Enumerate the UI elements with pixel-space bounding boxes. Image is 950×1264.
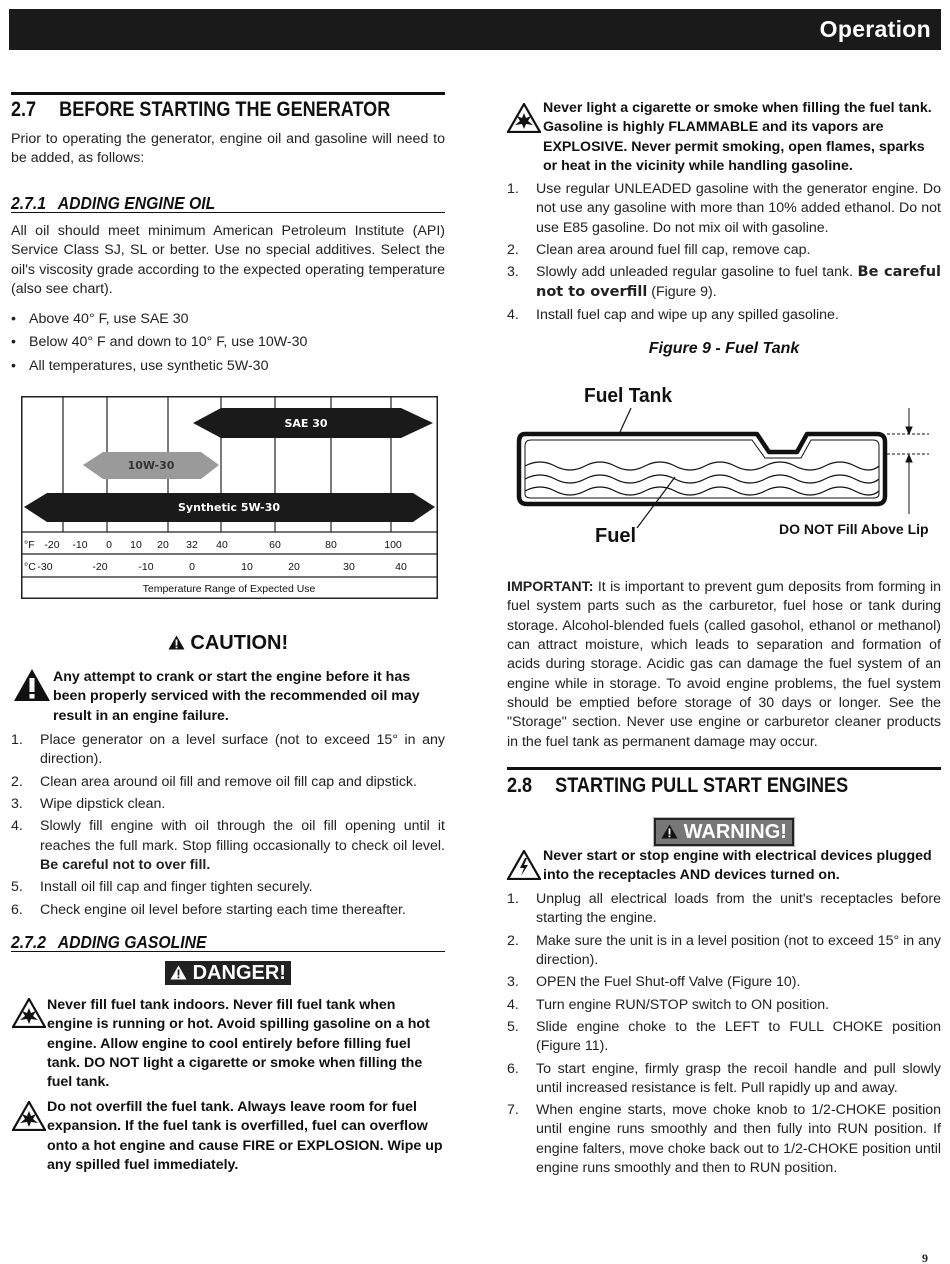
oil-viscosity-chart [21,396,438,599]
chart-f-tick: 0 [106,539,112,551]
tank-outline [519,434,885,504]
list-item: 1. Use regular UNLEADED gasoline with the generator engine. Do not use any gasoline with more than 10% added ethanol. Do not use E85 gasoline. Do not mix oil with gasoline. [507,181,941,236]
oil-steps-list [11,731,445,923]
chart-f-tick: 32 [186,539,198,551]
chart-caption: Temperature Range of Expected Use [142,583,316,595]
fuel-steps-list [507,180,941,328]
chart-c-tick: 0 [189,561,195,573]
chart-bar-label-sae30: SAE 30 [284,417,328,430]
chart-bar-label-10w30: 10W-30 [127,459,175,472]
figure-9-caption: Figure 9 - Fuel Tank [648,340,800,357]
chart-c-tick: 20 [288,561,300,573]
list-item: 3. OPEN the Fuel Shut-off Valve (Figure 10). [507,974,801,991]
section-28-heading: 2.8 STARTING PULL START ENGINES [507,774,849,797]
section-27-heading: 2.7 BEFORE STARTING THE GENERATOR [11,98,391,121]
explosion-hazard-icon [12,998,46,1028]
chart-f-tick: 60 [269,539,281,551]
section-rule [507,767,941,770]
list-item: 5. Install oil fill cap and finger tighten securely. [11,879,313,896]
chart-f-tick: 80 [325,539,337,551]
chart-c-tick: 40 [395,561,407,573]
header-title: Operation [819,16,931,42]
page-number: 9 [922,1251,928,1264]
list-item: • Below 40° F and down to 10° F, use 10W-30 [11,333,445,352]
list-item: 3. Wipe dipstick clean. [11,795,166,812]
chart-f-tick: -10 [72,539,88,551]
chart-f-tick: 100 [384,539,402,551]
label-do-not-fill: DO NOT Fill Above Lip [779,521,929,537]
chart-f-tick: -20 [44,539,60,551]
chart-f-tick: 20 [157,539,169,551]
important-paragraph: IMPORTANT: It is important to prevent gum deposits from forming in fuel system parts such as the carburetor, fuel hose or tank during storage. Alcohol-blended fuels (called gasohol, ethanol or methanol) can attract moisture, which leads to separation and formation of acids during storage. Acidic gas can damage the fuel system of an engine while in storage. To avoid engine problems, the fuel system should be emptied before storage of 30 days or longer. See the "Storage" section. Never use engine or carburetor cleaner products in the fuel tank as permanent damage may occur. [507,579,941,750]
chart-bar-label-synthetic: Synthetic 5W-30 [177,501,281,514]
section-271-heading: 2.7.1 ADDING ENGINE OIL [11,193,216,213]
list-item: 2. Clean area around fuel fill cap, remove cap. [507,241,811,258]
chart-c-tick: -30 [37,561,53,573]
danger-signal: DANGER! [165,961,291,985]
chart-c-tick: -10 [138,561,154,573]
list-item: 4. Slowly fill engine with oil through the oil fill opening until it reaches the full mark. Stop filling occasionally to check oil level. Be careful not to over fill. [11,818,445,873]
oil-bullets [11,310,445,380]
electric-shock-icon [507,850,541,880]
list-item: 4. Install fuel cap and wipe up any spilled gasoline. [507,306,839,323]
warning-triangle-icon [168,635,185,650]
subsection-rule [11,951,445,952]
chart-f-unit: °F [24,539,35,551]
subsection-rule [11,212,445,213]
label-fuel-tank: Fuel Tank [584,385,673,407]
label-fuel: Fuel [595,525,637,547]
pull-start-warning-text: Never start or stop engine with electrical devices plugged into the receptacles AND devices turned on. [543,848,932,884]
section-27-intro: Prior to operating the generator, engine oil and gasoline will need to be added, as follows: [11,131,445,167]
danger-warning-text-1: Never fill fuel tank indoors. Never fill fuel tank when engine is running or hot. Avoid spilling gasoline on a hot engine. Allow engine to cool entirely before filling fuel tank. DO NOT light a cigarette or smoke when filling the fuel tank. [47,997,430,1091]
list-item: 7. When engine starts, move choke knob to 1/2-CHOKE position until engine runs smoothly and then fully into RUN position. If engine falters, move choke back out to 1/2-CHOKE position until engine runs smoothly and then to RUN position. [507,1102,941,1177]
list-item: 6. To start engine, firmly grasp the recoil handle and pull slowly until increased resistance is felt. Pull rapidly up and away. [507,1060,941,1096]
list-item: • Above 40° F, use SAE 30 [11,310,445,329]
chart-f-tick: 10 [130,539,142,551]
fuel-tank-figure [507,378,941,550]
caution-warning-text: Any attempt to crank or start the engine before it has been properly serviced with the recommended oil may result in an engine failure. [53,669,420,724]
exclamation-triangle-icon [13,668,51,702]
list-item: 2. Make sure the unit is in a level position (not to exceed 15° in any direction). [507,932,941,968]
list-item: 3. Slowly add unleaded regular gasoline to fuel tank. Be careful not to overfill (Figure 9). [507,264,941,300]
danger-warning-text-2: Do not overfill the fuel tank. Always leave room for fuel expansion. If the fuel tank is overfilled, fuel can overflow onto a hot engine and cause FIRE or EXPLOSION. Wipe up any spilled fuel immediately. [47,1099,443,1173]
tank-leader-line [620,408,631,432]
chart-f-tick: 40 [216,539,228,551]
list-item: 1. Unplug all electrical loads from the unit's receptacles before starting the engine. [507,891,941,927]
list-item: 1. Place generator on a level surface (not to exceed 15° in any direction). [11,732,445,768]
warning-triangle-icon [661,824,678,839]
header-bar [9,9,941,50]
pull-start-steps-list [507,890,941,1181]
list-item: 4. Turn engine RUN/STOP switch to ON position. [507,996,830,1013]
warning-triangle-icon [170,965,187,980]
chart-c-tick: 10 [241,561,253,573]
section-272-heading: 2.7.2 ADDING GASOLINE [11,932,207,952]
section-rule [11,92,445,95]
fuel-warning-text: Never light a cigarette or smoke when filling the fuel tank. Gasoline is highly FLAMMABLE and its vapors are EXPLOSIVE. Never permit smoking, open flames, sparks or heat in the vicinity while handling gasoline. [543,100,932,174]
list-item: • All temperatures, use synthetic 5W-30 [11,357,445,376]
warning-signal-wrap [507,818,941,846]
caution-signal: CAUTION! [11,630,445,657]
explosion-hazard-icon [12,1101,46,1131]
list-item: 2. Clean area around oil fill and remove oil fill cap and dipstick. [11,773,417,790]
chart-c-tick: -20 [92,561,108,573]
lip-indicator [887,408,929,514]
chart-c-tick: 30 [343,561,355,573]
explosion-hazard-icon [507,103,541,133]
warning-signal: WARNING! [654,818,794,846]
list-item: 6. Check engine oil level before starting each time thereafter. [11,901,406,918]
section-271-body: All oil should meet minimum American Petroleum Institute (API) Service Class SJ, SL or better. Use no special additives. Select the oil's viscosity grade according to the expected operating temperature (also see chart). [11,223,445,297]
chart-c-unit: °C [24,561,36,573]
danger-signal-wrap [11,961,445,985]
list-item: 5. Slide engine choke to the LEFT to FULL CHOKE position (Figure 11). [507,1018,941,1055]
